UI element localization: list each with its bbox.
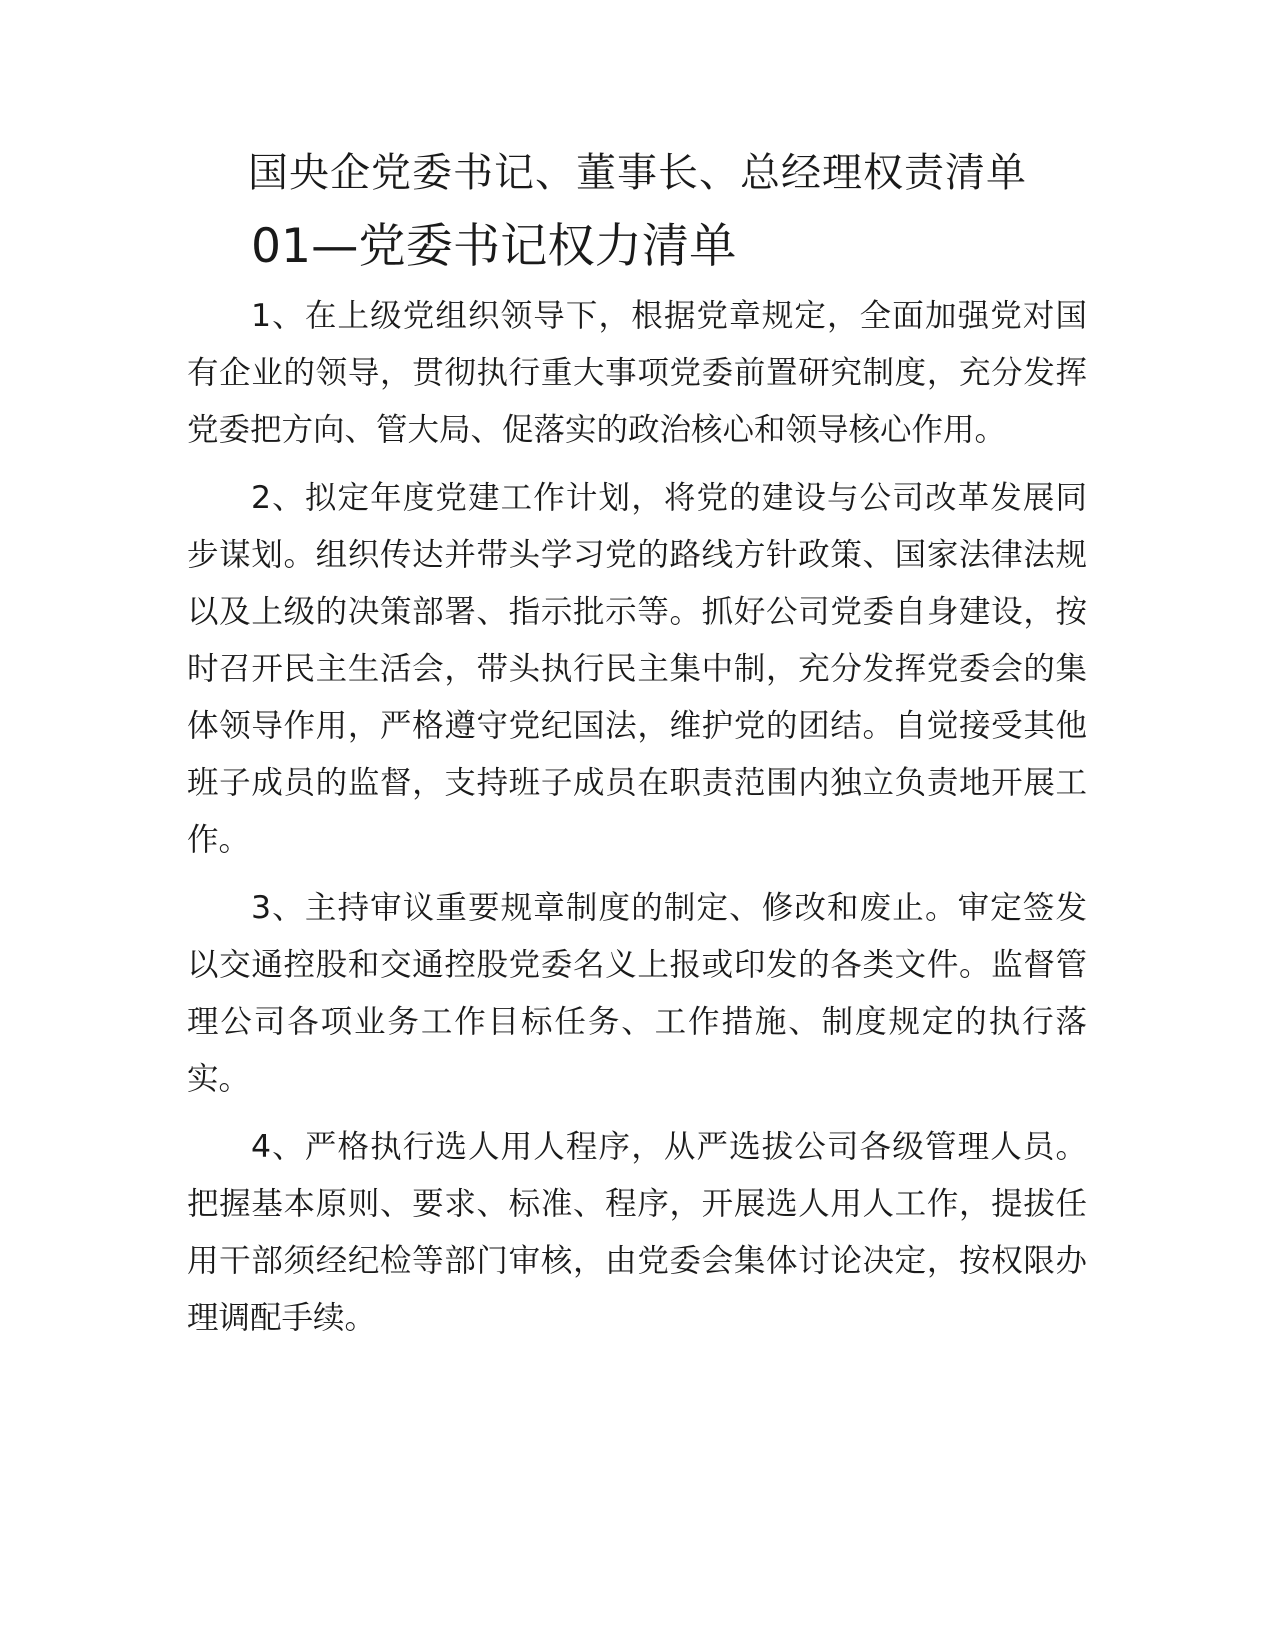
paragraph-4: 4、严格执行选人用人程序，从严选拔公司各级管理人员。把握基本原则、要求、标准、程序，开展选人用人工作，提拔任用干部须经纪检等部门审核，由党委会集体讨论决定，按权限办理调配手续。 [187,1129,1087,1336]
document-body [187,218,1087,1347]
paragraph-1: 1、在上级党组织领导下，根据党章规定，全面加强党对国有企业的领导，贯彻执行重大事项党委前置研究制度，充分发挥党委把方向、管大局、促落实的政治核心和领导核心作用。 [187,298,1087,448]
document-title: 国央企党委书记、董事长、总经理权责清单 [248,150,1027,196]
section-heading: 01—党委书记权力清单 [251,219,737,274]
paragraph-2: 2、拟定年度党建工作计划，将党的建设与公司改革发展同步谋划。组织传达并带头学习党的路线方针政策、国家法律法规以及上级的决策部署、指示批示等。抓好公司党委自身建设，按时召开民主生活会，带头执行民主集中制，充分发挥党委会的集体领导作用，严格遵守党纪国法，维护党的团结。自觉接受其他班子成员的监督，支持班子成员在职责范围内独立负责地开展工作。 [187,480,1087,858]
paragraph-3: 3、主持审议重要规章制度的制定、修改和废止。审定签发以交通控股和交通控股党委名义上报或印发的各类文件。监督管理公司各项业务工作目标任务、工作措施、制度规定的执行落实。 [187,890,1087,1097]
